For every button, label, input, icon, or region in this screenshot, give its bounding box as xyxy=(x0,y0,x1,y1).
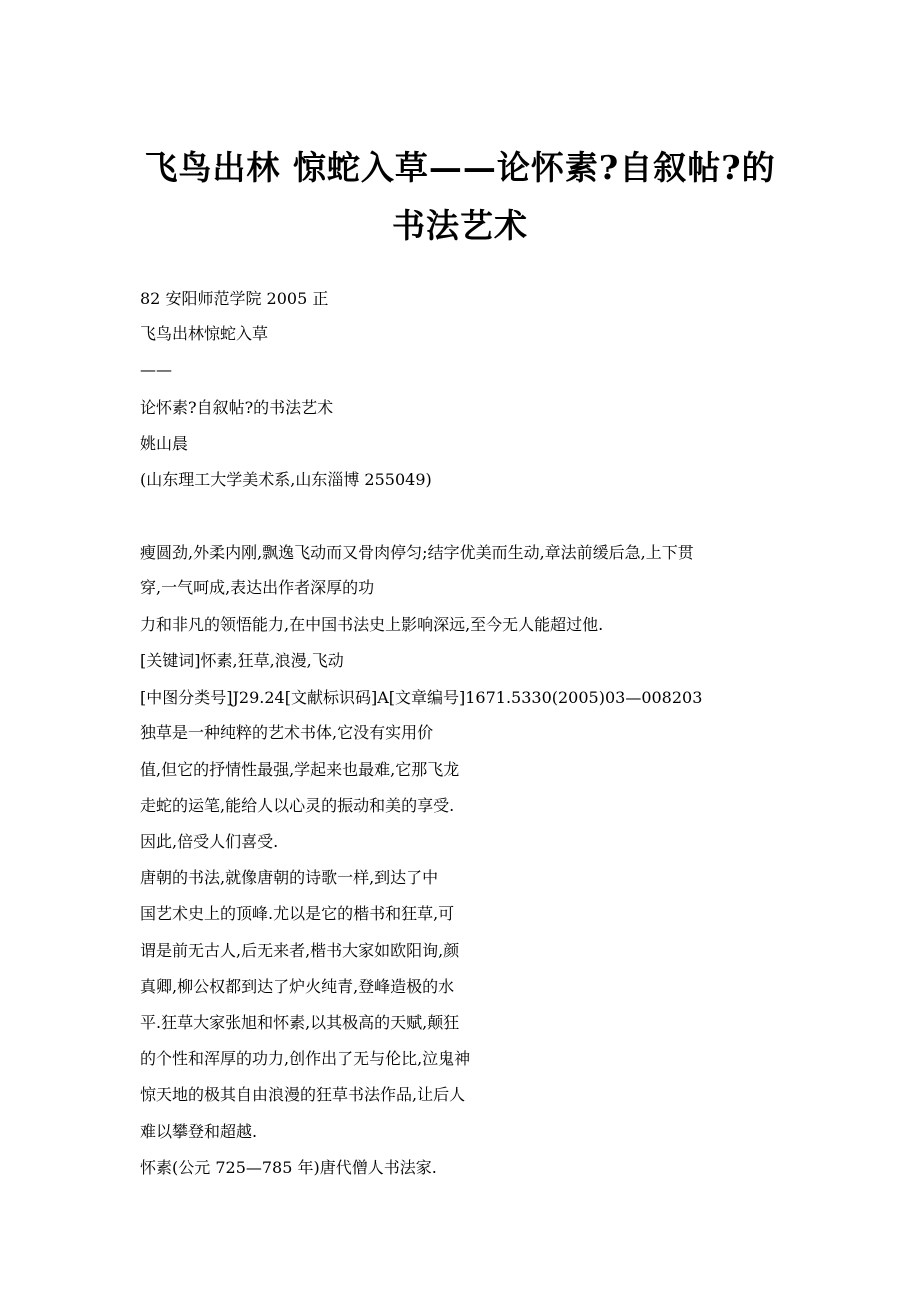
body-line: 独草是一种纯粹的艺术书体,它没有实用价 xyxy=(140,723,434,742)
body-line: 惊天地的极其自由浪漫的狂草书法作品,让后人 xyxy=(140,1085,466,1104)
classification-line: [中图分类号]J29.24[文献标识码]A[文章编号]1671.5330(2005)03—008203 xyxy=(140,688,703,707)
body-line: 值,但它的抒情性最强,学起来也最难,它那飞龙 xyxy=(140,760,460,779)
subtitle-part-2: 论怀素?自叙帖?的书法艺术 xyxy=(140,398,334,417)
body-line: 怀素(公元 725—785 年)唐代僧人书法家. xyxy=(140,1158,437,1177)
body-line: 难以攀登和超越. xyxy=(140,1122,258,1141)
body-line: 唐朝的书法,就像唐朝的诗歌一样,到达了中 xyxy=(140,868,439,887)
article-title-line-2: 书法艺术 xyxy=(392,206,528,245)
body-line: 的个性和浑厚的功力,创作出了无与伦比,泣鬼神 xyxy=(140,1049,471,1068)
body-line: 力和非凡的领悟能力,在中国书法史上影响深远,至今无人能超过他. xyxy=(140,615,604,634)
body-line: 谓是前无古人,后无来者,楷书大家如欧阳询,颜 xyxy=(140,941,460,960)
author-name: 姚山晨 xyxy=(140,434,189,453)
body-line: 国艺术史上的顶峰.尤以是它的楷书和狂草,可 xyxy=(140,904,455,923)
body-line: 瘦圆劲,外柔内刚,飘逸飞动而又骨肉停匀;结字优美而生动,章法前缓后急,上下贯 xyxy=(140,543,694,562)
body-line: 穿,一气呵成,表达出作者深厚的功 xyxy=(140,578,375,597)
body-line: 平.狂草大家张旭和怀素,以其极高的天赋,颠狂 xyxy=(140,1013,460,1032)
body-line: 因此,倍受人们喜受. xyxy=(140,832,279,851)
body-line: 真卿,柳公权都到达了炉火纯青,登峰造极的水 xyxy=(140,977,455,996)
body-line: 走蛇的运笔,能给人以心灵的振动和美的享受. xyxy=(140,796,455,815)
source-line: 82 安阳师范学院 2005 正 xyxy=(140,289,329,308)
subtitle-dash: —— xyxy=(140,360,172,379)
subtitle-part-1: 飞鸟出林惊蛇入草 xyxy=(140,324,269,343)
author-affiliation: (山东理工大学美术系,山东淄博 255049) xyxy=(140,470,432,489)
keywords-line: [关键词]怀素,狂草,浪漫,飞动 xyxy=(140,651,344,670)
article-title-line-1: 飞鸟出林 惊蛇入草——论怀素?自叙帖?的 xyxy=(144,148,776,187)
